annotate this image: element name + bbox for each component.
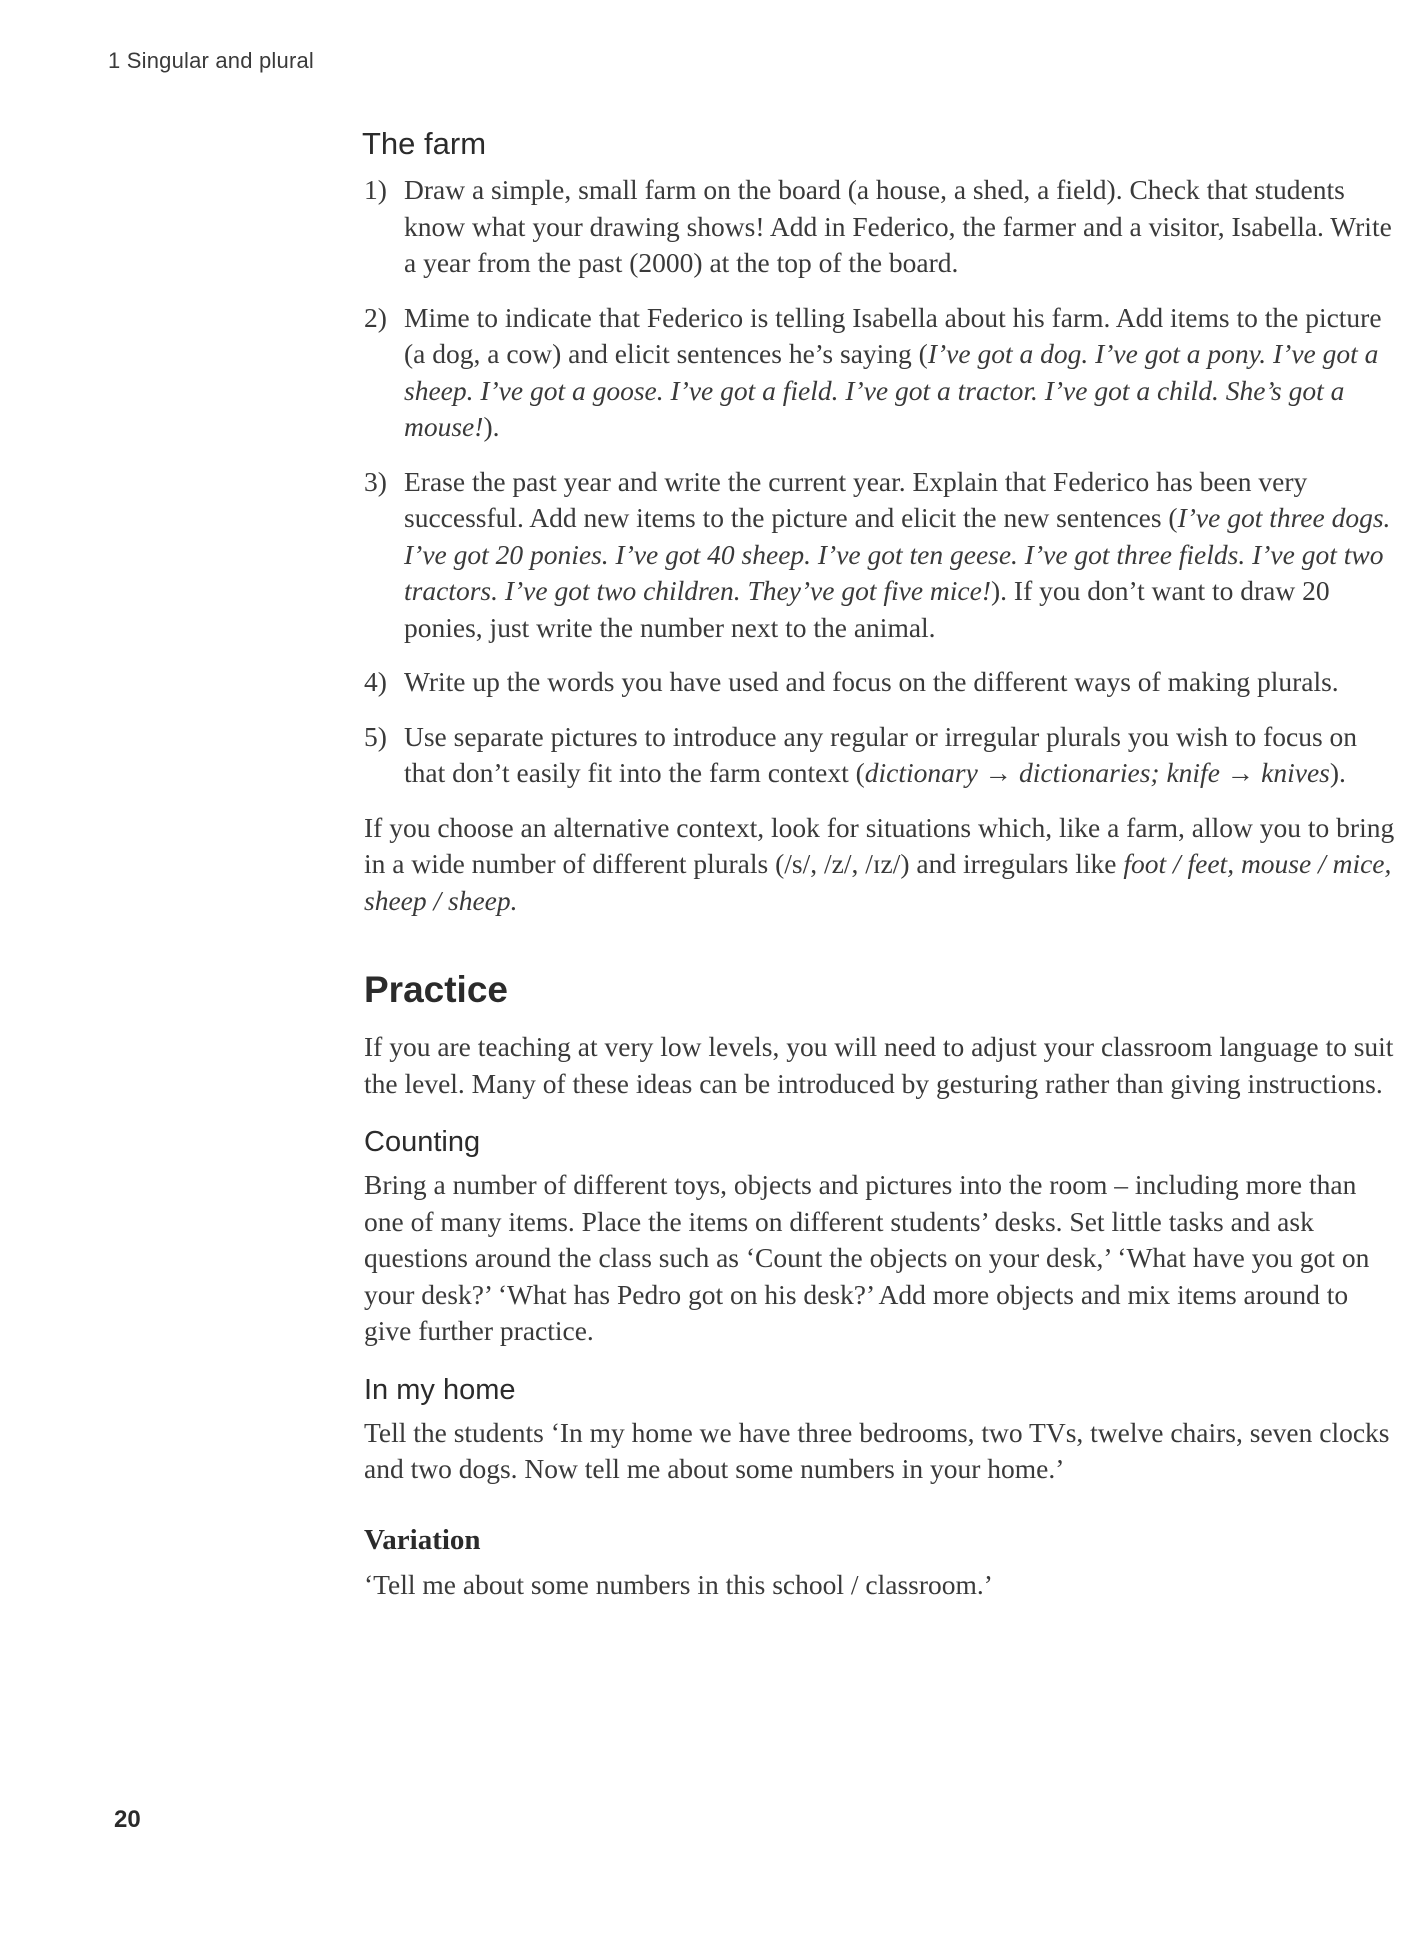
running-head: 1 Singular and plural [108,48,315,73]
list-item [364,300,1402,446]
list-item-text: ). If you don’t want to draw 20 ponies, just write the number next to the animal. [404,575,1330,643]
list-item-text: Erase the past year and write the current year. Explain that Federico has been very successful. Add new items to the picture and elicit the new sentences ( [404,465,1308,533]
paragraph-text: If you choose an alternative context, look for situations which, like a farm, allow you to bring in a wide number of different plurals (/s/, /z/, /ɪz/) and irregulars like [364,811,1395,879]
page-content [364,126,1402,1603]
in-my-home-paragraph: Tell the students ‘In my home we have three bedrooms, two TVs, twelve chairs, seven clocks and two dogs. Now tell me about some numbers in your home.’ [364,1416,1390,1484]
practice-intro-paragraph: If you are teaching at very low levels, you will need to adjust your classroom language to suit the level. Many of these ideas can be introduced by gesturing rather than giving instructions. [364,1031,1394,1099]
list-item-text: Use separate pictures to introduce any regular or irregular plurals you wish to focus on that don’t easily fit into the farm context ( [404,720,1358,788]
list-item-text: Mime to indicate that Federico is telling Isabella about his farm. Add items to the picture (a dog, a cow) and elicit sentences he’s saying ( [404,301,1382,369]
list-item-number: 5) [364,720,387,752]
example-words: dictionary → dictionaries; knife → knives [864,757,1330,788]
example-sentences: I’ve got a dog. I’ve got a pony. I’ve got a sheep. I’ve got a goose. I’ve got a field. I’ve got a tractor. I’ve got a child. She’s got a mouse! [404,338,1379,442]
list-item-number: 2) [364,301,387,333]
list-item [364,172,1402,282]
page-number: 20 [114,1806,141,1833]
subheading-counting: Counting [364,1126,481,1158]
list-item-text: ). [1329,757,1346,788]
section-heading-practice: Practice [364,969,508,1010]
list-item-text: ). [483,411,500,442]
counting-paragraph: Bring a number of different toys, objects and pictures into the room – including more than one of many items. Place the items on different students’ desks. Set little tasks and ask questions around the class such as ‘Count the objects on your desk,’ ‘What have you got on your desk?’ ‘What has Pedro got on his desk?’ Add more objects and mix items around to give further practice. [364,1169,1370,1346]
list-item-text: Draw a simple, small farm on the board (a house, a shed, a field). Check that students know what your drawing shows! Add in Federico, the farmer and a visitor, Isabella. Write a year from the past (2000) at the top of the board. [404,174,1392,278]
subheading-variation: Variation [364,1523,481,1556]
list-item [364,664,1402,701]
list-item-text: Write up the words you have used and focus on the different ways of making plurals. [404,666,1339,697]
list-item-number: 3) [364,465,387,497]
list-item-number: 1) [364,174,387,205]
variation-paragraph: ‘Tell me about some numbers in this school / classroom.’ [364,1568,993,1600]
list-item [364,464,1402,647]
irregular-examples: foot / feet, mouse / mice, sheep / sheep. [364,848,1392,916]
subheading-in-my-home: In my home [364,1373,516,1406]
list-item-number: 4) [364,666,387,697]
section-heading-the-farm: The farm [362,126,487,161]
list-item [364,719,1402,792]
example-sentences: I’ve got three dogs. I’ve got 20 ponies. I’ve got 40 sheep. I’ve got ten geese. I’ve got three fields. I’ve got two tractors. I’ve got two children. They’ve got five mice! [404,502,1391,606]
farm-closing-paragraph [364,810,1402,920]
farm-steps-list [364,172,1402,792]
